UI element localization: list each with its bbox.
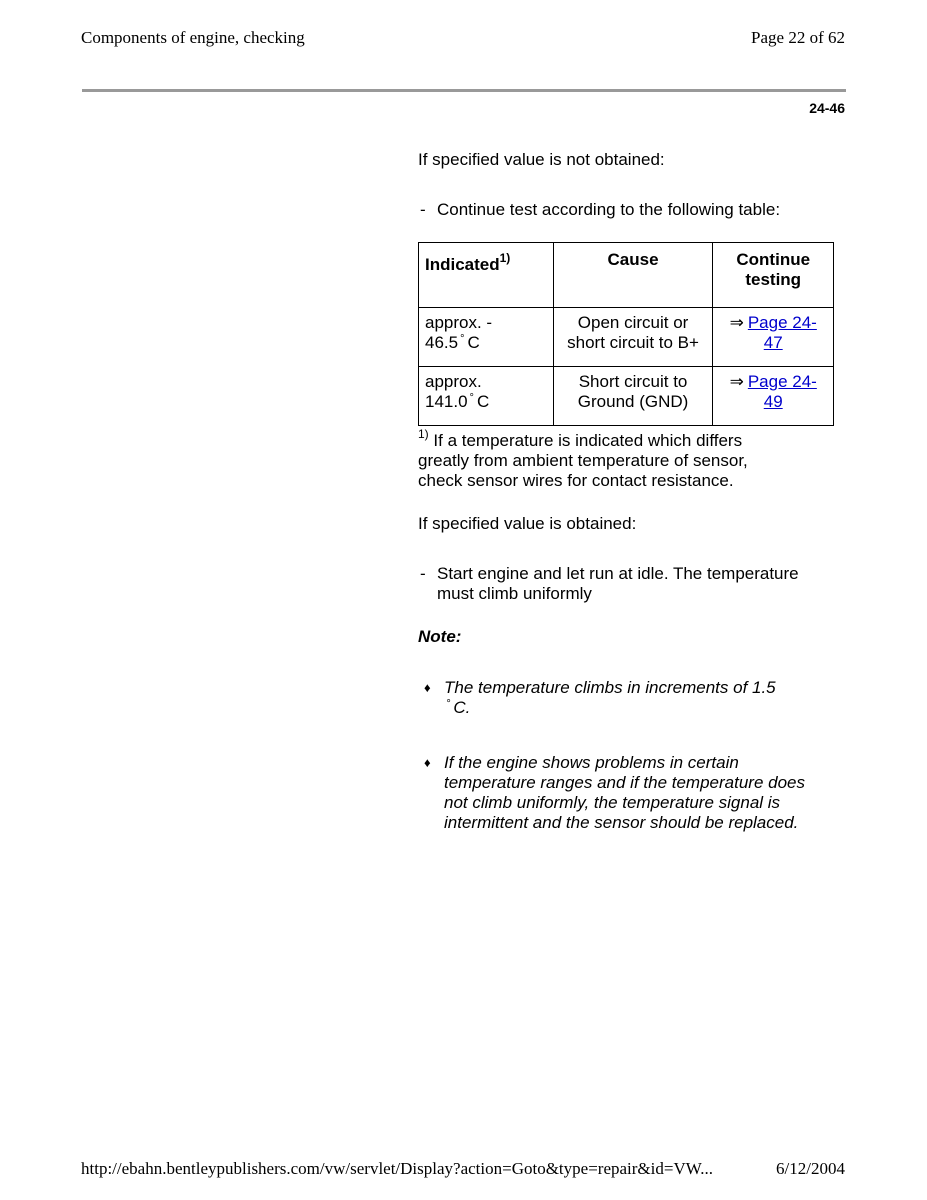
page-link-24-47[interactable]: Page 24- 47 xyxy=(747,313,817,352)
table-row xyxy=(419,367,834,426)
note-bullet-text: The temperature climbs in increments of 1.5 ° C. xyxy=(444,678,776,717)
intro-not-obtained: If specified value is not obtained: xyxy=(418,150,665,169)
header-cause: Cause xyxy=(553,243,713,308)
table-row xyxy=(419,308,834,367)
arrow-right-icon: ⇒ xyxy=(729,313,744,332)
footer-url: http://ebahn.bentleypublishers.com/vw/servlet/Display?action=Goto&type=repair&id=VW... xyxy=(81,1159,713,1178)
dash-marker: - xyxy=(420,564,426,583)
footer-date: 6/12/2004 xyxy=(776,1159,845,1178)
header-indicated: Indicated$^{1)}$ xyxy=(419,243,554,308)
page-link-24-49[interactable]: Page 24- 49 xyxy=(747,372,817,411)
continue-cell xyxy=(713,367,834,426)
page-header-title: Components of engine, checking xyxy=(81,28,305,47)
indicated-cell: approx. - 46.5 ° C xyxy=(419,308,554,367)
cause-cell: Open circuit or short circuit to B+ xyxy=(553,308,713,367)
note-bullet-text: If the engine shows problems in certain temperature ranges and if the temperature does not climb uniformly, the temperature signal is intermittent and the sensor should be replaced. xyxy=(444,753,805,832)
note-heading: Note: xyxy=(418,627,462,646)
table-header-row xyxy=(419,243,834,308)
result-table xyxy=(418,242,834,426)
indicated-cell: approx. 141.0 ° C xyxy=(419,367,554,426)
diamond-bullet-icon: ♦ xyxy=(424,755,431,770)
intro-obtained: If specified value is obtained: xyxy=(418,514,637,533)
arrow-right-icon: ⇒ xyxy=(729,372,744,391)
header-continue-testing: Continue testing xyxy=(713,243,834,308)
continue-step-text: Continue test according to the following table: xyxy=(437,200,781,219)
cause-cell: Short circuit to Ground (GND) xyxy=(553,367,713,426)
start-engine-text: Start engine and let run at idle. The temperature must climb uniformly xyxy=(437,564,799,603)
footnote-ref: 1) xyxy=(499,251,511,266)
footnote: $^{1)}$ If a temperature is indicated which differs greatly from ambient temperature of sensor, check sensor wires for contact resistance. xyxy=(418,427,748,490)
header-divider xyxy=(82,89,846,92)
page-number: Page 22 of 62 xyxy=(751,28,845,47)
dash-marker: - xyxy=(420,200,426,219)
continue-cell xyxy=(713,308,834,367)
footnote-marker: 1) xyxy=(418,427,429,442)
diamond-bullet-icon: ♦ xyxy=(424,680,431,695)
document-number: 24-46 xyxy=(809,100,845,116)
